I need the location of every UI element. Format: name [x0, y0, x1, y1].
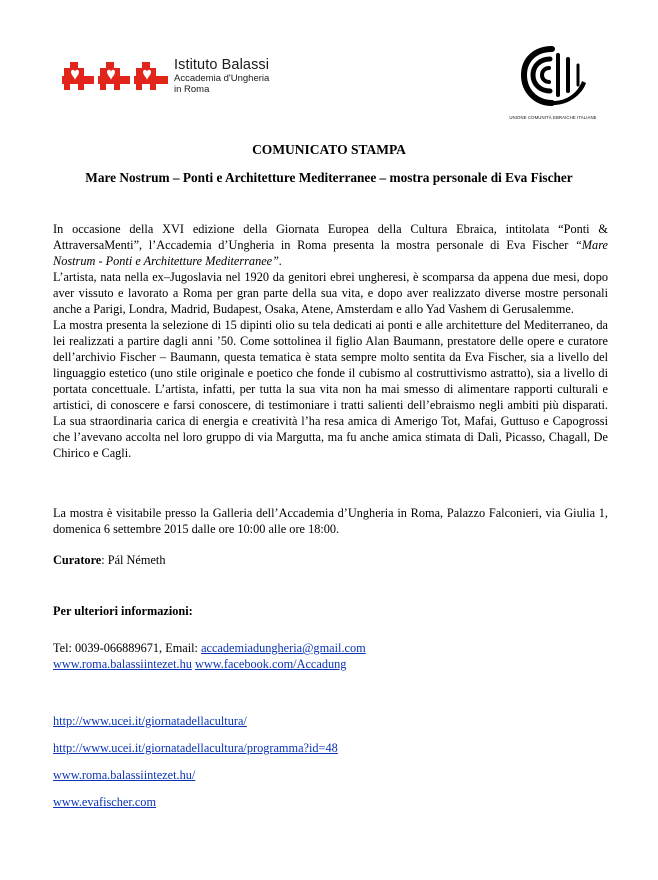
curator-name: : Pál Németh	[101, 553, 166, 567]
ucei-logo	[498, 45, 608, 125]
contact-tel: Tel: 0039-066889671, Email:	[53, 641, 202, 655]
page-subtitle: Mare Nostrum – Ponti e Architetture Mediterranee – mostra personale di Eva Fischer	[85, 170, 573, 185]
exhibition-title: “Mare Nostrum - Ponti e Architetture Mediterranee”.	[53, 238, 608, 268]
email-link[interactable]: accademiadungheria@gmail.com	[201, 641, 366, 655]
paragraph-intro	[53, 221, 608, 269]
paragraph-visit: La mostra è visitabile presso la Galleria dell’Accademia d’Ungheria in Roma, Palazzo Falconieri, via Giulia 1, domenica 6 settembre 2015 dalle ore 10:00 alle ore 18:00.	[53, 506, 608, 536]
paragraph-exhibition: La mostra presenta la selezione di 15 dipinti olio su tela dedicati ai ponti e alle architetture del Mediterraneo, da lei realizzati a partire dagli anni ’50. Come sottolinea il figlio Alan Baumann, prestatore delle opere e curatore dell’archivio Fischer – Baumann, questa tematica è stata sempre molto sentita da Eva Fischer, sia a livello del linguaggio estetico (uno stile originale e poetico che fonde il cubismo al costruttivismo astratto), sia a livello di portata concettuale. L’artista, infatti, per tutta la sua vita non ha mai smesso di alimentare rapporti culturali e artistici, di conoscere e farsi conoscere, di testimoniare i tratti salienti dell’ebraismo negli ambiti più disparati. La sua straordinaria carica di energia e creatività l’ha resa amica di Amerigo Tot, Mafai, Guttuso e Capogrossi che l’avevano accolta nel loro gruppo di via Margutta, ma fu anche amica stimata di Dalì, Picasso, Chagall, De Chirico e Cagli.	[53, 318, 608, 460]
hungarian-crosses-icon	[62, 60, 170, 92]
link-evafischer[interactable]: www.evafischer.com	[53, 795, 157, 809]
logo-name: Istituto Balassi	[174, 57, 270, 73]
logo-subtitle-1: Accademia d'Ungheria	[174, 73, 270, 84]
contact-block	[53, 640, 608, 672]
body-text	[53, 221, 608, 461]
curator-label: Curatore	[53, 553, 102, 567]
istituto-balassi-logo	[62, 57, 292, 97]
paragraph-artist: L’artista, nata nella ex–Jugoslavia nel 1920 da genitori ebrei ungheresi, è scomparsa da appena due mesi, dopo aver vissuto e lavorato a Roma per gran parte della sua vita, e dopo aver realizzato diverse mostre personali anche a Parigi, Londra, Madrid, Budapest, Osaka, Atene, Amsterdam e allo Yad Vashem di Gerusalemme.	[53, 270, 608, 316]
link-ucei-programma-wrap	[53, 740, 608, 756]
link-evafischer-wrap	[53, 794, 608, 810]
visit-info	[53, 505, 608, 537]
curator-line	[53, 552, 608, 568]
ucei-mark-icon	[516, 45, 588, 107]
link-balassi-wrap	[53, 767, 608, 783]
page-title: COMUNICATO STAMPA	[252, 142, 406, 157]
facebook-link[interactable]: www.facebook.com/Accadung	[194, 657, 347, 671]
link-ucei-giornata[interactable]: http://www.ucei.it/giornatadellacultura/	[53, 714, 247, 728]
logo-text	[174, 57, 269, 95]
ucei-caption: UNIONE COMUNITÀ EBRAICHE ITALIANE	[509, 115, 597, 120]
info-heading: Per ulteriori informazioni:	[53, 604, 193, 618]
link-ucei-giornata-wrap	[53, 713, 608, 729]
logo-subtitle-2: in Roma	[174, 84, 210, 95]
website-link[interactable]: www.roma.balassiintezet.hu	[53, 657, 192, 671]
link-ucei-programma[interactable]: http://www.ucei.it/giornatadellacultura/programma?id=48	[53, 741, 338, 755]
paragraph-intro-text: In occasione della XVI edizione della Giornata Europea della Cultura Ebraica, intitolata “Ponti & AttraversaMenti”, l’Accademia d’Ungheria in Roma presenta la mostra personale di Eva Fischer	[53, 222, 608, 252]
contact-line	[53, 640, 608, 656]
link-balassi[interactable]: www.roma.balassiintezet.hu/	[53, 768, 196, 782]
web-line	[53, 656, 608, 672]
